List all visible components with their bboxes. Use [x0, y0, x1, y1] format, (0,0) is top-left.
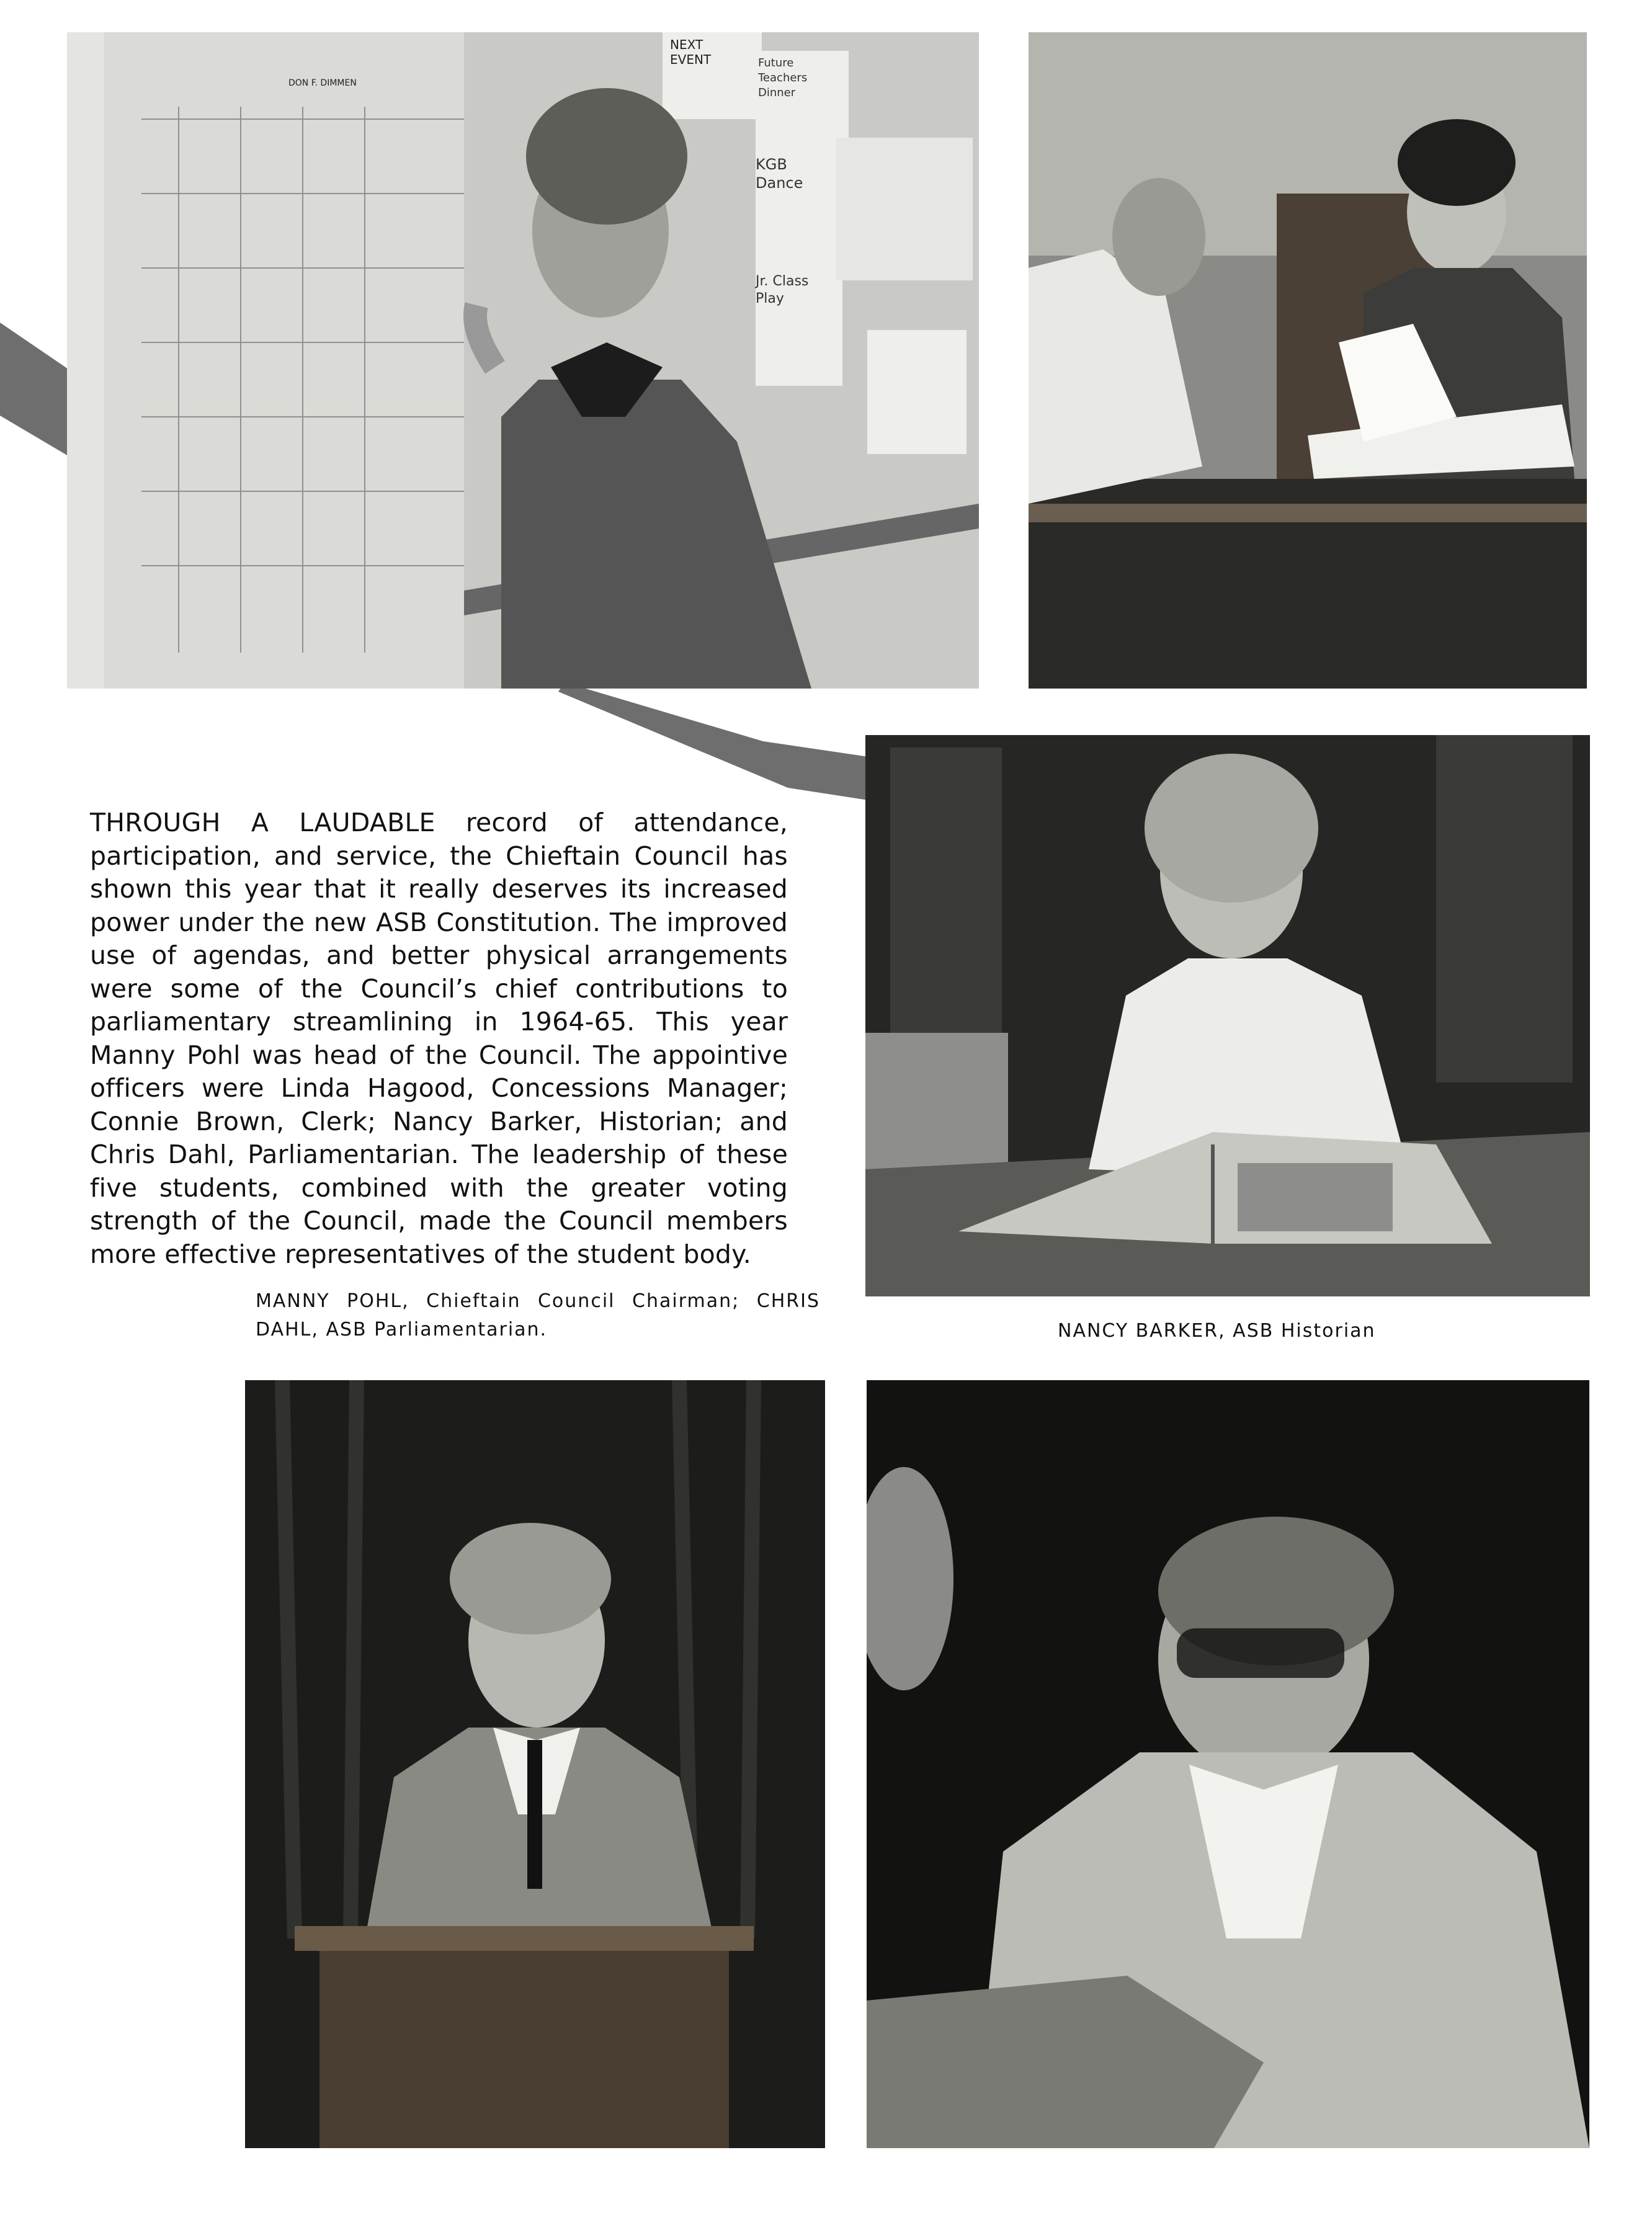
- sign-jr-class-play: Jr. Class Play: [756, 274, 809, 306]
- paragraph-text: record of attendance, participation, and service, the Chieftain Council has shown this year that it really deserves its increased power under the new ASB Constitution. The improved use of agendas, and better physical arrangements were some of the Council’s chief contributions to parliamentary streamlining in 1964-65. This year Manny Pohl was head of the Council. The appointive officers were Linda Hagood, Concessions Manager; Connie Brown, Clerk; Nancy Barker, Historian; and Chris Dahl, Parliamentarian. The leadership of these five students, combined with the greater voting strength of the Council, made the Council members more effective representatives of the student body.: [90, 808, 788, 1269]
- sign-kgb-dance: KGB Dance: [756, 156, 803, 192]
- photo-two-students-at-desk: [1029, 32, 1587, 689]
- calendar-brand: DON F. DIMMEN: [288, 78, 357, 88]
- decorative-band-center: [558, 682, 868, 800]
- photo-chris-dahl-reading: [867, 1380, 1589, 2148]
- paragraph-lead: THROUGH A LAUDABLE: [90, 808, 435, 837]
- photo-girl-at-calendar-board: [67, 32, 979, 689]
- photo-nancy-barker-reading: [865, 735, 1590, 1296]
- photo-manny-pohl-at-lectern: [245, 1380, 825, 2148]
- sign-future-teachers: Future Teachers Dinner: [758, 56, 808, 99]
- sign-next-event: NEXT EVENT: [670, 37, 712, 67]
- decorative-band-left: [0, 323, 68, 459]
- caption-barker: NANCY BARKER, ASB Historian: [1058, 1320, 1376, 1342]
- body-paragraph: [90, 806, 788, 1271]
- caption-pohl-dahl: MANNY POHL, Chieftain Council Chairman; CHRIS DAHL, ASB Parliamentarian.: [256, 1290, 820, 1340]
